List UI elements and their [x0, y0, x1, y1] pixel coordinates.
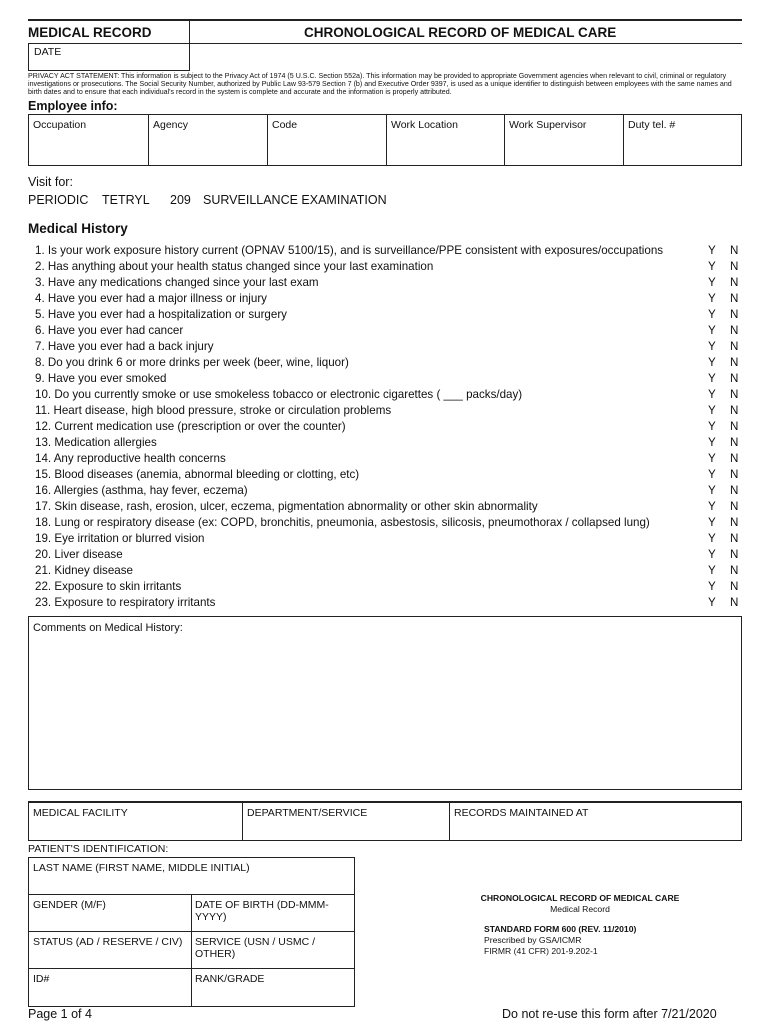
yes-option[interactable]: Y: [708, 292, 716, 305]
no-option[interactable]: N: [730, 500, 739, 513]
yes-option[interactable]: Y: [708, 468, 716, 481]
history-question: 21. Kidney disease: [35, 564, 133, 577]
id-label: ID#: [33, 973, 50, 985]
patient-id-table: [28, 857, 355, 1007]
yes-option[interactable]: Y: [708, 276, 716, 289]
no-option[interactable]: N: [730, 292, 739, 305]
work-location-cell[interactable]: [387, 115, 505, 165]
history-question: 23. Exposure to respiratory irritants: [35, 596, 216, 609]
work-supervisor-cell[interactable]: [505, 115, 624, 165]
occupation-cell[interactable]: [29, 115, 149, 165]
no-option[interactable]: N: [730, 404, 739, 417]
no-option[interactable]: N: [730, 436, 739, 449]
no-option[interactable]: N: [730, 452, 739, 465]
rank-cell[interactable]: [192, 969, 354, 1006]
yes-option[interactable]: Y: [708, 420, 716, 433]
no-option[interactable]: N: [730, 516, 739, 529]
yes-option[interactable]: Y: [708, 436, 716, 449]
history-question: 4. Have you ever had a major illness or injury: [35, 292, 267, 305]
department-cell[interactable]: [243, 803, 450, 840]
privacy-statement: PRIVACY ACT STATEMENT: This information is subject to the Privacy Act of 1974 (5 U.S.C. Section 552a). This information may be provided to appropriate Government agencies when relevant to civil, criminal or regulatory investigations or prosecutions. The Social Security Number, authorized by Public Law 93-579 Section 7 (b) and Executive Order 9397, is used as a unique identifier to distinguish between employees with the same names and birth dates and to ensure that each individual's record in the system is complete and accurate and the information is properly attributed.: [28, 72, 732, 97]
agency-label: Agency: [153, 119, 189, 131]
history-question: 11. Heart disease, high blood pressure, stroke or circulation problems: [35, 404, 392, 417]
visit-agent: TETRYL: [102, 193, 150, 207]
no-option[interactable]: N: [730, 548, 739, 561]
no-option[interactable]: N: [730, 468, 739, 481]
no-option[interactable]: N: [730, 276, 739, 289]
header-left-cell: [28, 20, 190, 44]
comments-label: Comments on Medical History:: [33, 622, 183, 634]
history-question: 6. Have you ever had cancer: [35, 324, 184, 337]
visit-label: Visit for:: [28, 175, 73, 189]
duty-tel-cell[interactable]: [624, 115, 742, 165]
no-option[interactable]: N: [730, 244, 739, 257]
history-question: 18. Lung or respiratory disease (ex: COPD, bronchitis, pneumonia, asbestosis, silicosis, pneumothorax / collapsed lung): [35, 516, 650, 529]
yes-option[interactable]: Y: [708, 548, 716, 561]
work-supervisor-label: Work Supervisor: [509, 119, 587, 131]
history-question: 7. Have you ever had a back injury: [35, 340, 214, 353]
yes-option[interactable]: Y: [708, 244, 716, 257]
history-question: 10. Do you currently smoke or use smokeless tobacco or electronic cigarettes ( ___ packs/day): [35, 388, 523, 401]
history-question: 22. Exposure to skin irritants: [35, 580, 182, 593]
yes-option[interactable]: Y: [708, 404, 716, 417]
history-question: 14. Any reproductive health concerns: [35, 452, 226, 465]
id-cell[interactable]: [29, 969, 192, 1006]
yes-option[interactable]: Y: [708, 596, 716, 609]
yes-option[interactable]: Y: [708, 324, 716, 337]
last-name-cell[interactable]: [29, 858, 354, 895]
records-label: RECORDS MAINTAINED AT: [454, 807, 589, 819]
medical-facility-cell[interactable]: [29, 803, 243, 840]
yes-option[interactable]: Y: [708, 516, 716, 529]
visit-exam: SURVEILLANCE EXAMINATION: [203, 193, 387, 207]
history-question: 12. Current medication use (prescription or over the counter): [35, 420, 346, 433]
yes-option[interactable]: Y: [708, 484, 716, 497]
no-option[interactable]: N: [730, 340, 739, 353]
no-option[interactable]: N: [730, 372, 739, 385]
no-option[interactable]: N: [730, 564, 739, 577]
form-info-block: [450, 893, 710, 914]
yes-option[interactable]: Y: [708, 452, 716, 465]
form-info-subtitle: Medical Record: [550, 904, 610, 914]
no-option[interactable]: N: [730, 596, 739, 609]
status-cell[interactable]: [29, 932, 192, 969]
visit-code: 209: [170, 193, 191, 207]
history-question: 9. Have you ever smoked: [35, 372, 167, 385]
history-question: 16. Allergies (asthma, hay fever, eczema): [35, 484, 248, 497]
rank-label: RANK/GRADE: [195, 973, 265, 985]
no-option[interactable]: N: [730, 532, 739, 545]
medical-record-title: MEDICAL RECORD: [28, 25, 152, 40]
yes-option[interactable]: Y: [708, 260, 716, 273]
history-question: 8. Do you drink 6 or more drinks per week (beer, wine, liquor): [35, 356, 349, 369]
yes-option[interactable]: Y: [708, 356, 716, 369]
history-question: 20. Liver disease: [35, 548, 123, 561]
no-option[interactable]: N: [730, 308, 739, 321]
yes-option[interactable]: Y: [708, 308, 716, 321]
yes-option[interactable]: Y: [708, 580, 716, 593]
occupation-label: Occupation: [33, 119, 87, 131]
service-cell[interactable]: [192, 932, 354, 969]
history-question: 1. Is your work exposure history current (OPNAV 5100/15), and is surveillance/PPE consistent with exposures/occupations: [35, 244, 664, 257]
patient-id-heading: PATIENT'S IDENTIFICATION:: [28, 843, 169, 855]
reuse-notice: Do not re-use this form after 7/21/2020: [502, 1007, 717, 1021]
dob-cell[interactable]: [192, 895, 354, 932]
yes-option[interactable]: Y: [708, 500, 716, 513]
status-label: STATUS (AD / RESERVE / CIV): [33, 936, 183, 948]
code-cell[interactable]: [268, 115, 387, 165]
employee-info-table: [28, 114, 742, 166]
medical-facility-label: MEDICAL FACILITY: [33, 807, 128, 819]
history-question: 15. Blood diseases (anemia, abnormal bleeding or clotting, etc): [35, 468, 360, 481]
no-option[interactable]: N: [730, 420, 739, 433]
work-location-label: Work Location: [391, 119, 458, 131]
page-number: Page 1 of 4: [28, 1007, 92, 1021]
date-field[interactable]: [28, 43, 190, 71]
form-info-title: CHRONOLOGICAL RECORD OF MEDICAL CARE: [480, 893, 680, 903]
history-question: 17. Skin disease, rash, erosion, ulcer, eczema, pigmentation abnormality or other skin abnormality: [35, 500, 538, 513]
code-label: Code: [272, 119, 298, 131]
history-question: 5. Have you ever had a hospitalization or surgery: [35, 308, 287, 321]
history-question: 2. Has anything about your health status changed since your last examination: [35, 260, 434, 273]
dob-label: DATE OF BIRTH (DD-MMM-YYYY): [195, 899, 329, 923]
yes-option[interactable]: Y: [708, 340, 716, 353]
history-question: 19. Eye irritation or blurred vision: [35, 532, 205, 545]
gender-cell[interactable]: [29, 895, 192, 932]
yes-option[interactable]: Y: [708, 372, 716, 385]
facility-table: [28, 803, 742, 841]
agency-cell[interactable]: [149, 115, 268, 165]
records-cell[interactable]: [450, 803, 742, 840]
comments-box[interactable]: [28, 616, 742, 790]
no-option[interactable]: N: [730, 260, 739, 273]
no-option[interactable]: N: [730, 324, 739, 337]
form-firmr: FIRMR (41 CFR) 201-9.202-1: [484, 946, 598, 956]
date-label: DATE: [34, 46, 62, 58]
department-label: DEPARTMENT/SERVICE: [247, 807, 368, 819]
no-option[interactable]: N: [730, 388, 739, 401]
visit-type: PERIODIC: [28, 193, 89, 207]
gender-label: GENDER (M/F): [33, 899, 106, 911]
service-label: SERVICE (USN / USMC / OTHER): [195, 936, 315, 960]
yes-option[interactable]: Y: [708, 388, 716, 401]
history-question: 13. Medication allergies: [35, 436, 157, 449]
employee-info-heading: Employee info:: [28, 99, 118, 113]
no-option[interactable]: N: [730, 484, 739, 497]
no-option[interactable]: N: [730, 356, 739, 369]
history-question: 3. Have any medications changed since your last exam: [35, 276, 319, 289]
duty-tel-label: Duty tel. #: [628, 119, 676, 131]
no-option[interactable]: N: [730, 580, 739, 593]
medical-history-heading: Medical History: [28, 221, 128, 236]
last-name-label: LAST NAME (FIRST NAME, MIDDLE INITIAL): [33, 862, 250, 874]
form-title: CHRONOLOGICAL RECORD OF MEDICAL CARE: [304, 25, 617, 40]
form-number: STANDARD FORM 600 (REV. 11/2010): [484, 924, 637, 934]
form-prescribed: Prescribed by GSA/ICMR: [484, 935, 582, 945]
yes-option[interactable]: Y: [708, 564, 716, 577]
yes-option[interactable]: Y: [708, 532, 716, 545]
